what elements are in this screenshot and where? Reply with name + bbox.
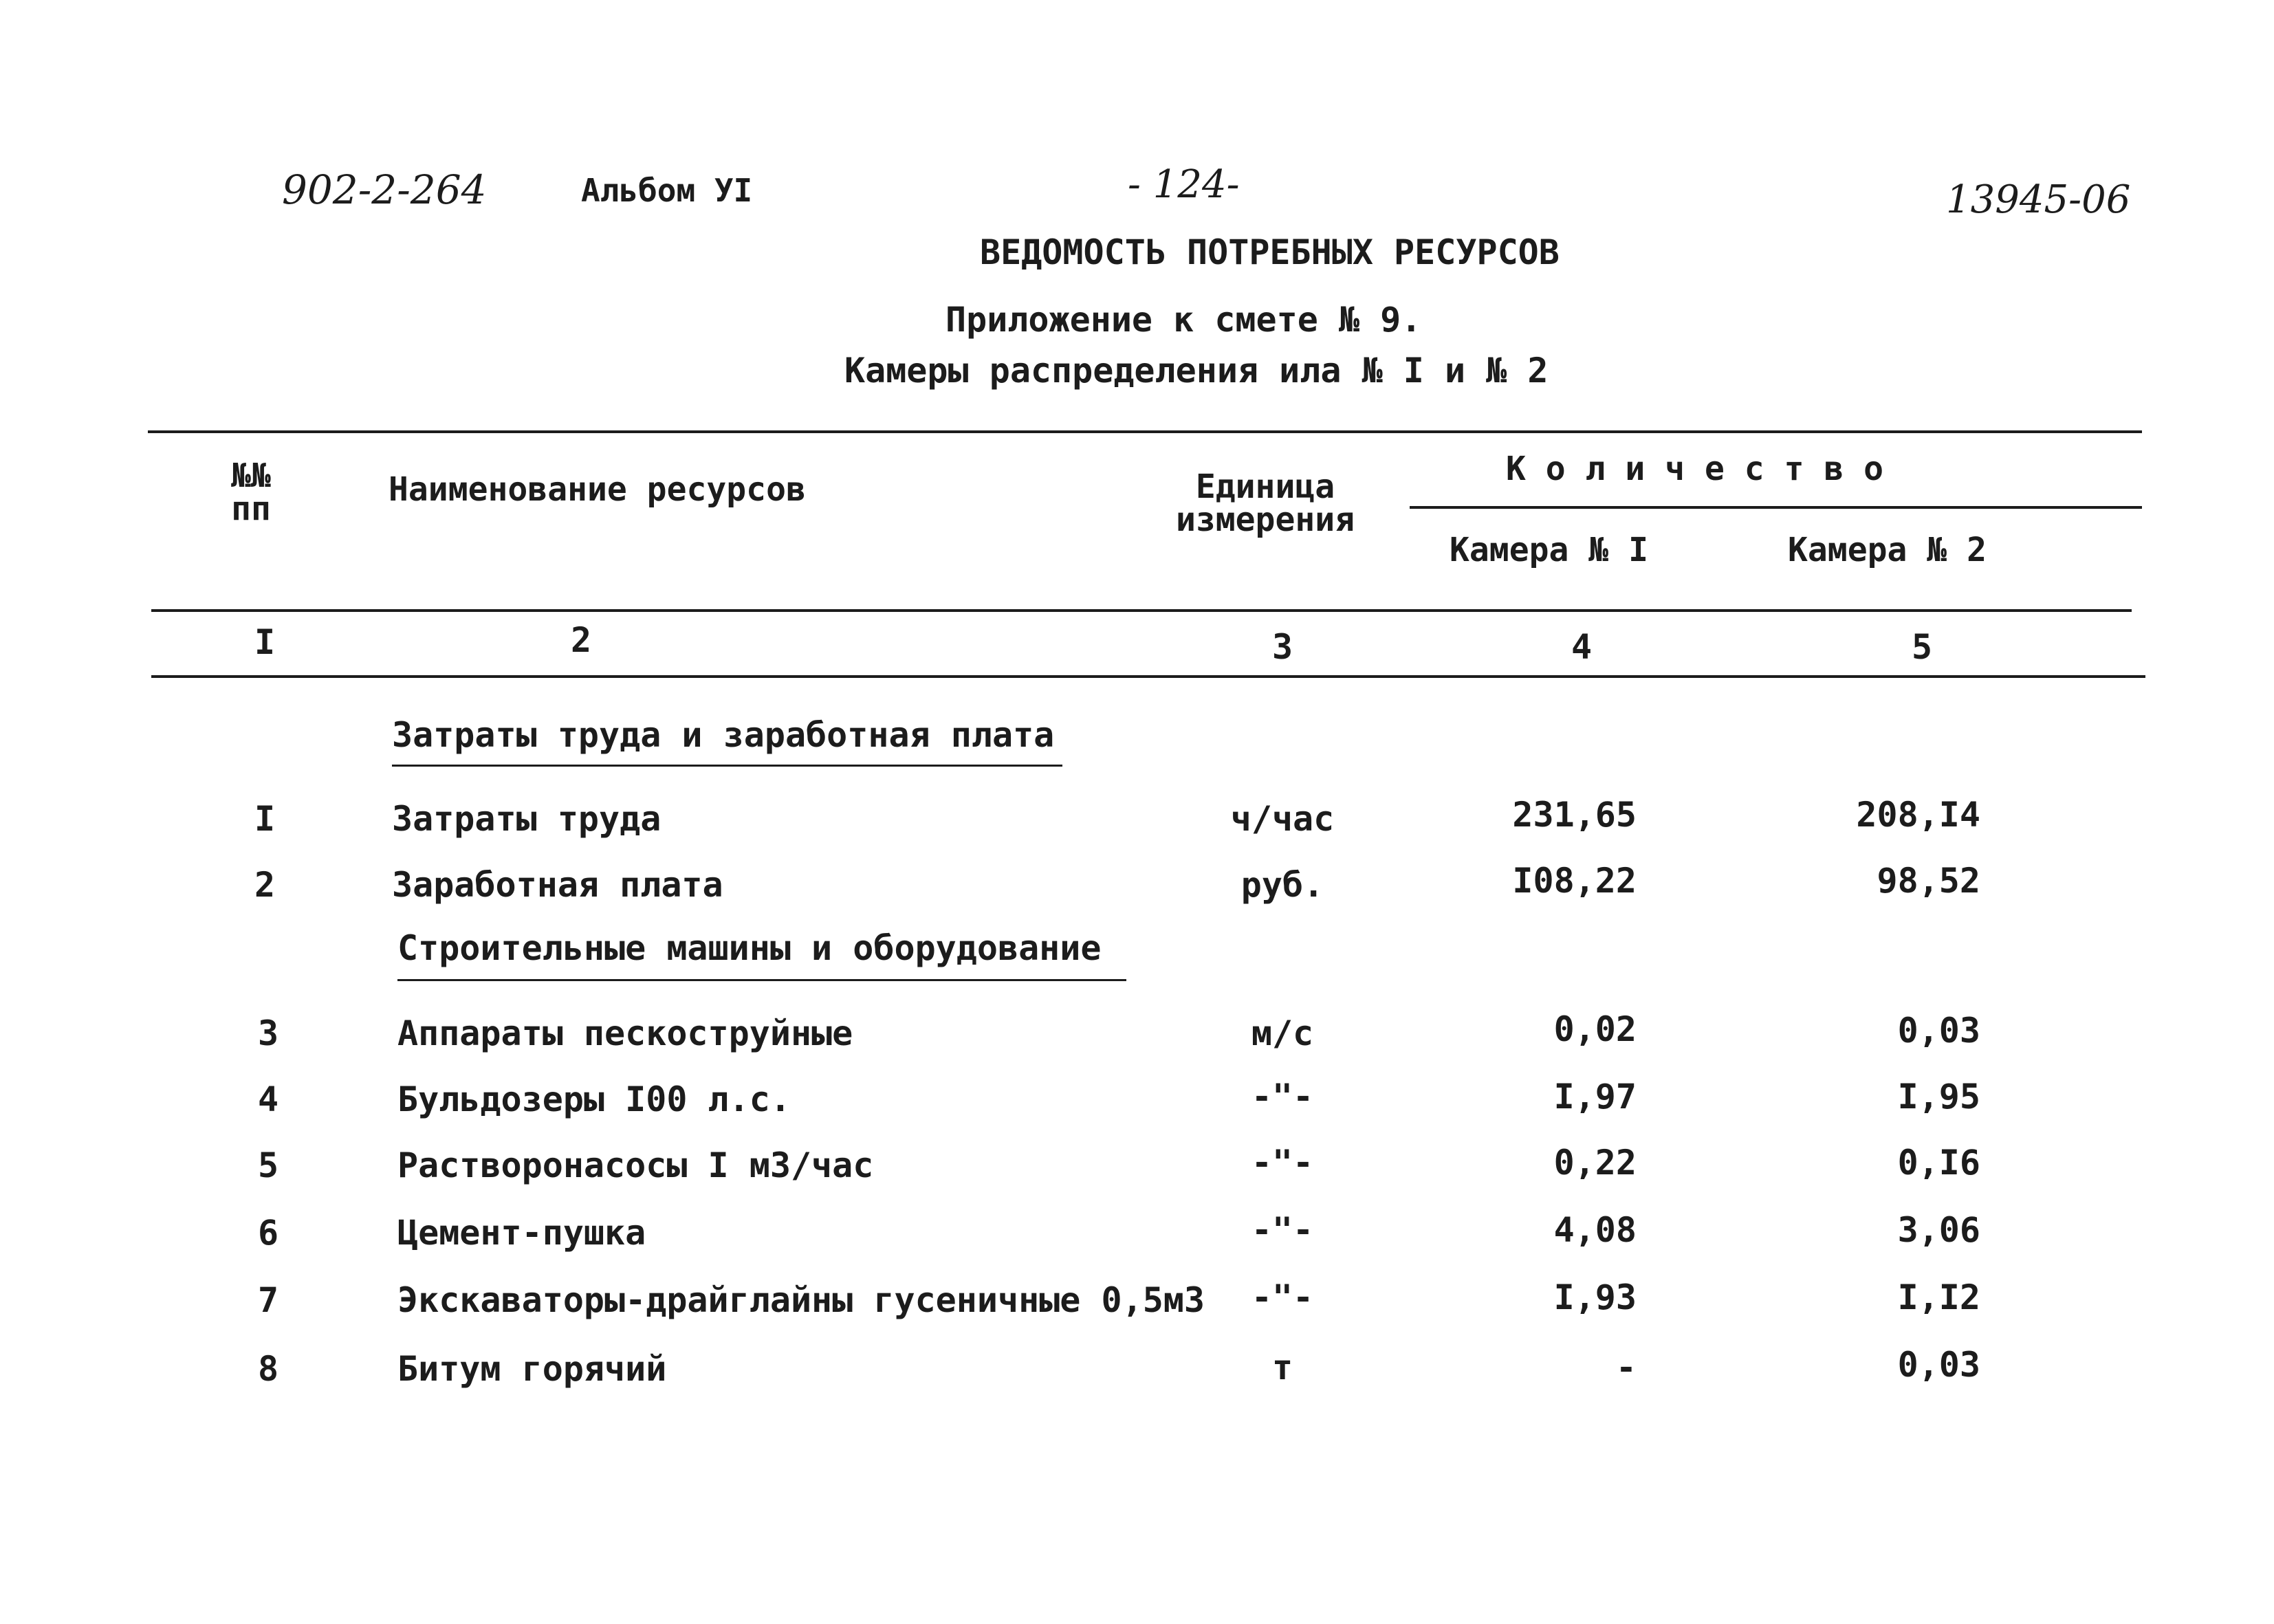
row-cam1: 4,08 bbox=[1553, 1210, 1637, 1250]
row-number: 7 bbox=[257, 1280, 279, 1320]
section-title-machines: Строительные машины и оборудование bbox=[397, 928, 1102, 968]
col-number-2: 2 bbox=[570, 620, 592, 660]
row-unit: руб. bbox=[1240, 865, 1324, 905]
doc-number: 902-2-264 bbox=[282, 166, 487, 213]
page-number: - 124- bbox=[1128, 162, 1240, 207]
row-cam1: I08,22 bbox=[1512, 861, 1637, 901]
table-top-rule bbox=[148, 430, 2142, 433]
row-cam1: I,93 bbox=[1553, 1277, 1637, 1317]
row-cam2: 3,06 bbox=[1897, 1210, 1980, 1250]
archive-number: 13945-06 bbox=[1946, 177, 2131, 222]
row-unit: т bbox=[1271, 1348, 1293, 1387]
row-unit: -"- bbox=[1251, 1077, 1314, 1117]
document-title: ВЕДОМОСТЬ ПОТРЕБНЫХ РЕСУРСОВ bbox=[980, 232, 1560, 272]
appendix-line: Приложение к смете № 9. bbox=[945, 300, 1422, 340]
quantity-rule bbox=[1410, 506, 2142, 509]
row-unit: -"- bbox=[1251, 1143, 1314, 1183]
row-cam2: I,I2 bbox=[1897, 1277, 1980, 1317]
section-title-machines-underline bbox=[397, 979, 1126, 981]
header-unit-line1: Единица bbox=[1195, 468, 1335, 506]
header-cam2: Камера № 2 bbox=[1788, 531, 1987, 569]
album-label: Альбом УI bbox=[581, 172, 753, 209]
row-cam2: I,95 bbox=[1897, 1077, 1980, 1117]
row-cam2: 0,03 bbox=[1897, 1011, 1980, 1051]
row-number: 2 bbox=[254, 865, 276, 905]
header-quantity: К о л и ч е с т в о bbox=[1506, 450, 1884, 488]
row-number: 3 bbox=[257, 1013, 279, 1053]
row-name: Бульдозеры I00 л.с. bbox=[397, 1079, 791, 1119]
row-unit: м/с bbox=[1251, 1013, 1314, 1053]
row-number: 4 bbox=[257, 1079, 279, 1119]
row-cam2: 0,I6 bbox=[1897, 1143, 1980, 1183]
header-num: №№ пп bbox=[231, 457, 271, 528]
header-unit-line2: измерения bbox=[1175, 501, 1355, 539]
row-number: 6 bbox=[257, 1213, 279, 1253]
col-number-4: 4 bbox=[1571, 627, 1593, 667]
row-number: 8 bbox=[257, 1349, 279, 1389]
col-number-1: I bbox=[254, 622, 276, 662]
column-numbers-rule bbox=[151, 675, 2145, 678]
row-name: Аппараты пескоструйные bbox=[397, 1013, 853, 1053]
row-unit: -"- bbox=[1251, 1210, 1314, 1250]
row-cam1: 0,22 bbox=[1553, 1143, 1637, 1183]
row-cam2: 208,I4 bbox=[1856, 795, 1980, 835]
row-cam1: I,97 bbox=[1553, 1077, 1637, 1117]
row-unit: ч/час bbox=[1230, 799, 1335, 839]
col-number-5: 5 bbox=[1911, 627, 1933, 667]
row-name: Экскаваторы-драйглайны гусеничные 0,5м3 bbox=[397, 1280, 1205, 1320]
row-name: Растворонасосы I м3/час bbox=[397, 1145, 874, 1185]
row-cam1: 0,02 bbox=[1553, 1009, 1637, 1049]
row-name: Затраты труда bbox=[392, 799, 662, 839]
row-name: Битум горячий bbox=[397, 1349, 667, 1389]
row-name: Заработная плата bbox=[392, 865, 723, 905]
section-title-labor: Затраты труда и заработная плата bbox=[392, 715, 1055, 755]
row-cam2: 0,03 bbox=[1897, 1345, 1980, 1385]
header-cam1: Камера № I bbox=[1450, 531, 1648, 569]
row-number: I bbox=[254, 799, 276, 839]
col-number-3: 3 bbox=[1271, 627, 1293, 667]
chambers-line: Камеры распределения ила № I и № 2 bbox=[844, 351, 1549, 391]
row-unit: -"- bbox=[1251, 1277, 1314, 1317]
header-name: Наименование ресурсов bbox=[389, 470, 806, 509]
row-name: Цемент-пушка bbox=[397, 1213, 646, 1253]
header-bottom-rule bbox=[151, 609, 2132, 612]
row-cam1: 231,65 bbox=[1512, 795, 1637, 835]
row-cam2: 98,52 bbox=[1877, 861, 1980, 901]
row-cam1: - bbox=[1615, 1348, 1637, 1387]
row-number: 5 bbox=[257, 1145, 279, 1185]
section-title-labor-underline bbox=[392, 765, 1062, 767]
